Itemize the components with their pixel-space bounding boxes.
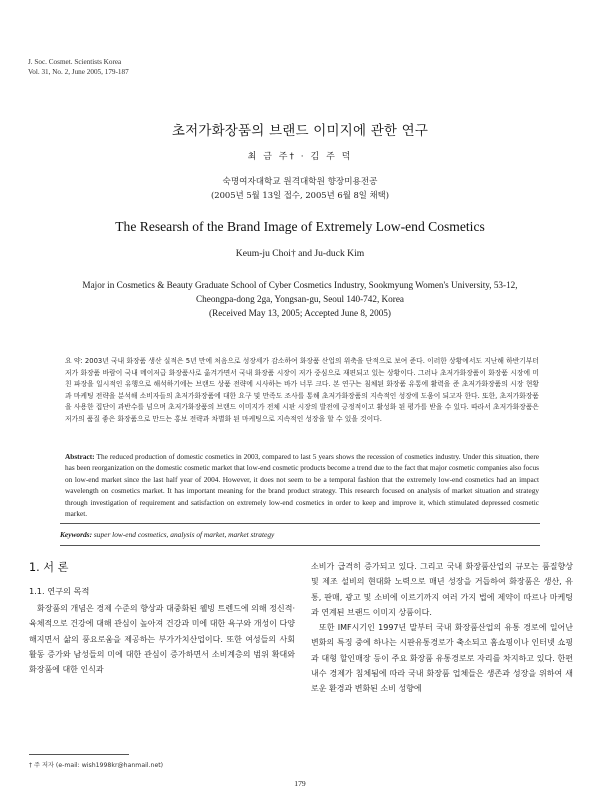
- page-number: 179: [294, 779, 306, 788]
- english-abstract: [65, 451, 539, 519]
- affiliation-line: Major in Cosmetics & Beauty Graduate School of Cyber Cosmetics Industry, Sookmyung Women's University, 53-12,: [82, 280, 518, 290]
- subsection-heading: 1.1. 연구의 목적: [29, 586, 90, 596]
- keywords-label: Keywords:: [60, 530, 93, 539]
- body-paragraph: 또한 IMF시기인 1997년 말부터 국내 화장품산업의 유통 경로에 일어난 변화의 특징 중에 하나는 시판유통경로가 축소되고 홈쇼핑이나 인터넷 쇼핑과 대형 할인매장 등이 주요 화장품 유통경로로 자리를 차지하고 있다. 한편 내수 경제가 침체됨에 따라 국내 화장품 업체들은 생존과 성장을 위하여 새로운 환경과 변화된 소비 성향에: [311, 623, 573, 694]
- korean-title: 초저가화장품의 브랜드 이미지에 관한 연구: [171, 123, 429, 139]
- abstract-label: Abstract:: [65, 452, 95, 461]
- journal-volume: Vol. 31, No. 2, June 2005, 179-187: [28, 67, 129, 76]
- english-title: The Researsh of the Brand Image of Extremely Low-end Cosmetics: [115, 219, 485, 234]
- body-column-left: [29, 601, 295, 677]
- keywords-text: super low-end cosmetics, analysis of market, market strategy: [93, 530, 275, 539]
- abstract-text: The reduced production of domestic cosmetics in 2003, compared to last 5 years shows the recession of cosmetics industry. Under this situation, there has been reorganization on the domestic cosmetic market that low-end cosmetic products become a trend due to the fact that major cosmetic companies also focus on low-end market since the last half year of 2004. However, it does not seem to be a temporal fashion that the extremely low-end cosmetics had an impact wavelength on cosmetics market. It has important meaning for the brand product strategy. This research focused on analysis of market situation and strategy through investigation of requirement and satisfaction on extremely low-end cosmetics in order to keep and improve it, which stimulated depressed cosmetic market.: [65, 452, 539, 519]
- korean-affiliation: 숙명여자대학교 원격대학원 향장미용전공: [222, 177, 378, 187]
- korean-received-date: (2005년 5월 13일 접수, 2005년 6월 8일 채택): [210, 190, 389, 200]
- footnote: † 주 저자 (e-mail: wish1998kr@hanmail.net): [29, 762, 164, 769]
- journal-name: J. Soc. Cosmet. Scientists Korea: [28, 58, 122, 66]
- english-authors: Keum-ju Choi† and Ju-duck Kim: [235, 248, 365, 259]
- footnote-divider: [29, 754, 129, 755]
- english-affiliation: [40, 278, 560, 320]
- affiliation-line: Cheongpa-dong 2ga, Yongsan-gu, Seoul 140-742, Korea: [196, 294, 404, 304]
- korean-abstract: 요 약: 2003년 국내 화장품 생산 실적은 5년 만에 처음으로 성장세가 감소하여 화장품 산업의 위축을 단적으로 보여 준다. 이러한 상황에서도 지난해 하반기부터 저가 화장품 바람이 국내 메이저급 화장품사로 옮겨가면서 국내 화장품 시장이 저가 중심으로 재편되고 있는 상황이다. 그러나 초저가화장품이 화장품 시장에 미친 파장을 일시적인 유행으로 해석하기에는 브랜드 상품 전략에 시사하는 바가 너무 크다. 본 연구는 침체된 화장품 유통에 활력을 준 초저가화장품의 시장 현황과 마케팅 전략을 분석해 소비자들의 초저가화장품에 대한 요구 및 만족도 조사를 통해 초저가화장품의 지속적인 성장에 도움이 되고자 한다. 또한, 초저가화장품을 사용한 집단이 과반수를 넘으며 초저가화장품의 브랜드 이미지가 전체 시판 시장의 발전에 긍정적이고 활성화 된 평가를 받을 수 있다. 따라서 초저가화장품은 저가의 품질 좋은 화장품으로 만드는 홍보 전략과 차별화 된 마케팅으로 지속적인 성장을 할 수 있을 것이다.: [65, 357, 539, 423]
- divider-top: [60, 523, 540, 524]
- section-heading-introduction: 1. 서 론: [29, 561, 69, 574]
- received-date: (Received May 13, 2005; Accepted June 8, 2005): [209, 308, 391, 318]
- body-column-right: [311, 559, 573, 697]
- body-paragraph: 소비가 급격히 증가되고 있다. 그리고 국내 화장품산업의 규모는 품질향상 및 제조 설비의 현대화 노력으로 매년 성장을 거듭하여 화장품은 생산, 유통, 판매, 광고 및 소비에 이르기까지 여러 가지 법에 제약이 따르나 마케팅과 연계된 브랜드 이미지 상품이다.: [311, 562, 573, 617]
- journal-citation: [28, 58, 129, 77]
- korean-authors: 최 금 주† · 김 주 덕: [247, 152, 353, 162]
- divider-bottom: [60, 545, 540, 546]
- body-paragraph: 화장품의 개념은 경제 수준의 향상과 대중화된 웰빙 트렌드에 의해 정신적·육체적으로 건강에 대해 관심이 높아져 건강과 미에 대한 욕구와 개성이 다양해지면서 삶의 풍요로움을 제공하는 부가가치산업이다. 또한 여성들의 사회활동 증가와 남성들의 미에 대한 관심이 증가하면서 소비계층의 범위 확대와 화장품에 대한 인식과: [29, 604, 295, 675]
- keywords: [60, 530, 540, 539]
